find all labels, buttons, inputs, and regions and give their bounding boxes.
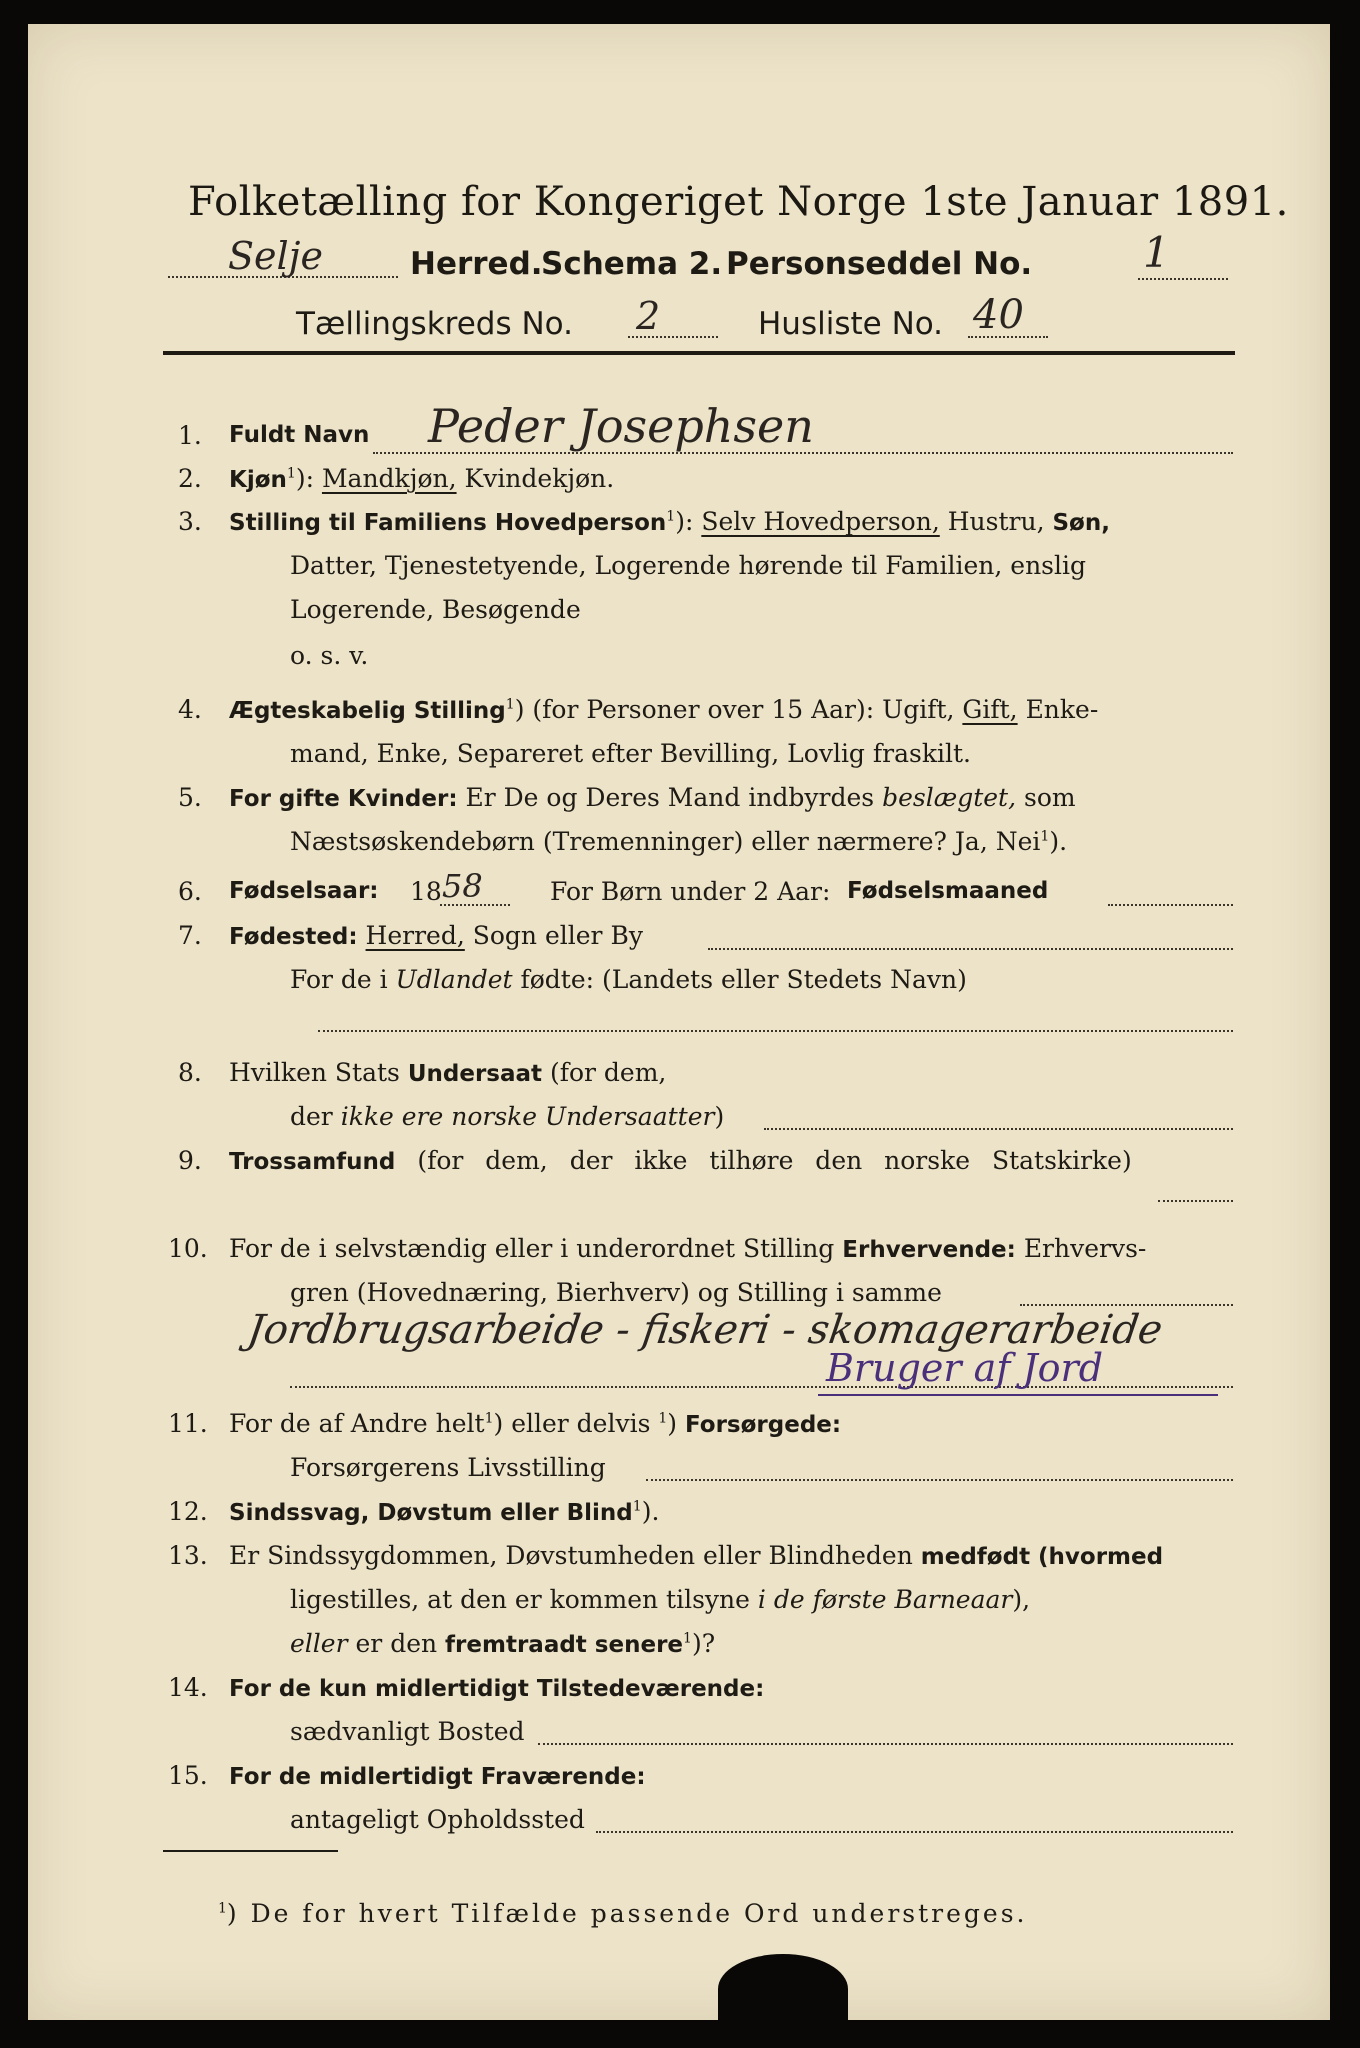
q7-line2-pre: For de i [290,965,388,994]
q8-line2-pre: der [290,1102,333,1131]
q15-dotted-line [596,1831,1233,1833]
q2-label: Kjøn [229,467,287,493]
q9-label: Trossamfund [229,1149,396,1175]
q7-label: Fødested: [229,924,358,950]
q14-number: 14. [168,1673,208,1702]
q10-line2: gren (Hovednæring, Bierhverv) og Stilling i samme [290,1278,942,1307]
q10-line1 [229,1234,1146,1263]
q4-number: 4. [178,695,202,724]
q6-mid: For Børn under 2 Aar: [550,877,831,906]
q11-line2: Forsørgerens Livsstilling [290,1453,606,1482]
q4-line2: mand, Enke, Separeret efter Bevilling, Lovlig fraskilt. [290,739,971,768]
q12-number: 12. [168,1497,208,1526]
q4-option-enke: Enke- [1025,695,1099,724]
q13-number: 13. [168,1541,208,1570]
q13-line3-pre: er den [355,1629,438,1658]
q10-label: Erhvervende: [842,1237,1016,1263]
q14-pre: For de kun [229,1676,368,1702]
q3-sup: 1 [666,508,676,525]
q12-line [229,1497,659,1526]
husliste-number: 40 [973,292,1024,338]
q1-name-handwritten: Peder Josephsen [428,399,814,453]
q7-line2-post: fødte: (Landets eller Stedets Navn) [520,965,967,994]
q8-dotted-line [764,1128,1233,1130]
q14-line1 [229,1673,764,1702]
q10-occupation-handwritten: Jordbrugsarbeide - fiskeri - skomagerarbeide [244,1307,1166,1353]
q11-line1: For de af Andre helt$^1$) eller delvis $^1$) Forsørgede: [229,1409,842,1438]
q3-line1 [229,507,1110,536]
q3-label: Stilling til Familiens Hovedperson [229,510,667,536]
footnote [218,1899,1027,1928]
q13-line3-end: )? [691,1629,716,1658]
q4-pre: ) (for Personer over 15 Aar): Ugift, [514,695,955,724]
personseddel-number: 1 [1143,228,1170,277]
q5-line2-end: ). [1049,827,1068,856]
q8-post: (for dem, [549,1058,667,1087]
q2-option-mandkjon-selected: Mandkjøn, [321,464,457,493]
q7-line2-em: Udlandet [395,965,513,994]
q13-line1-post: (hvormed [1038,1544,1164,1570]
q8-pre: Hvilken Stats [229,1058,400,1087]
q2-line [229,464,614,493]
husliste-label: Husliste No. [758,306,944,342]
q3-colon: ): [675,507,694,536]
q15-label: midlertidigt Fraværende: [318,1764,646,1790]
q12-sup: 1 [632,1498,642,1515]
q13-sup: 1 [683,1630,692,1647]
q10-tail: Erhvervs- [1023,1234,1147,1263]
q5-label-for: For [229,786,271,812]
q8-line1 [229,1058,666,1087]
q3-option-selected: Selv Hovedperson, [701,507,940,536]
q10-occupation2-handwritten: Bruger af Jord [826,1346,1104,1390]
q3-line4: o. s. v. [290,641,369,670]
q13-line1-pre: Er Sindssygdommen, Døvstumheden eller Blindheden [229,1541,913,1570]
q10-violet-underline [818,1394,1218,1396]
q8-line2-post: ) [714,1102,725,1131]
q4-option-gift-selected: Gift, [962,695,1018,724]
q7-option-herred-selected: Herred, [365,921,465,950]
q5-em: beslægtet, [882,783,1017,812]
personseddel-label: Personseddel No. [726,246,1033,282]
form-title: Folketælling for Kongeriget Norge 1ste Januar 1891. [188,179,1289,225]
q11-number: 11. [168,1409,208,1438]
q12-end: ). [641,1497,660,1526]
kreds-label: Tællingskreds No. [296,306,573,342]
q8-label: Undersaat [407,1061,543,1087]
q10-dotted-line [1020,1304,1233,1306]
q7-dotted-line [708,948,1233,950]
q14-dotted-line [538,1743,1233,1745]
q5-number: 5. [178,783,202,812]
q2-sup: 1 [286,465,296,482]
q2-option-kvindekjon: Kvindekjøn. [464,464,615,493]
q5-line2 [290,827,1067,856]
q11-label: Forsørgede: [685,1412,842,1438]
q4-sup: 1 [505,696,515,713]
q12-label: Sindssvag, Døvstum eller Blind [229,1500,633,1526]
q4-line1 [229,695,1098,724]
torn-edge-blot [718,1954,848,2024]
q13-line1-bold: medfødt [920,1544,1031,1570]
q7-number: 7. [178,921,202,950]
footnote-rule [163,1850,338,1852]
q8-line2 [290,1102,724,1131]
q13-line3-em: eller [290,1629,348,1658]
q15-number: 15. [168,1761,208,1790]
schema-label: Schema 2. [541,246,723,282]
kreds-number: 2 [636,294,661,338]
footnote-text: ) De for hvert Tilfælde passende Ord understreges. [226,1899,1028,1928]
q14-line2: sædvanligt Bosted [290,1717,525,1746]
census-form-sheet [28,24,1330,2020]
q3-number: 3. [178,507,202,536]
q9-line [229,1146,1132,1175]
q8-line2-em: ikke ere norske Undersaatter [340,1102,715,1131]
q15-pre: For de [229,1764,311,1790]
q13-line2-em: i de første Barneaar [757,1585,1013,1614]
q11-mid: ) eller delvis [493,1409,651,1438]
q8-number: 8. [178,1058,202,1087]
q4-label: Ægteskabelig Stilling [229,698,506,724]
q2-colon: ): [295,464,314,493]
husliste-dotted-line [968,336,1048,338]
q13-line3-bold: fremtraadt senere [445,1632,684,1658]
q7-dotted-line2 [318,1030,1233,1032]
q1-dotted-line [373,452,1233,454]
q11-pre: For de af Andre helt [229,1409,485,1438]
q5-label: gifte Kvinder: [278,786,458,812]
q2-number: 2. [178,464,202,493]
q13-line1 [229,1541,1163,1570]
q11-sup1: 1 [484,1410,494,1427]
q3-option-hustru: Hustru, [947,507,1045,536]
q13-line2-post: ), [1012,1585,1031,1614]
q3-option-son: Søn, [1052,510,1110,536]
q13-line3 [290,1629,715,1658]
q15-line2: antageligt Opholdssted [290,1805,585,1834]
q5-text: Er De og Deres Mand indbyrdes [465,783,875,812]
footnote-sup: 1 [218,1900,227,1917]
q7-line2 [290,965,967,994]
q13-line2 [290,1585,1030,1614]
kreds-dotted-line [628,336,718,338]
q11-sup2: 1 [658,1410,668,1427]
q11-dotted-line [646,1479,1233,1481]
q6-label2: Fødselsmaaned [847,878,1049,904]
personseddel-dotted-line [1138,278,1228,280]
q14-label: midlertidigt Tilstedeværende: [375,1676,765,1702]
q6-year-dotted [440,904,510,906]
q1-number: 1. [178,421,202,450]
q15-line1 [229,1761,646,1790]
q5-sup: 1 [1040,828,1050,845]
q9-dotted-line [1158,1200,1233,1202]
q10-number: 10. [168,1234,208,1263]
q6-year-handwritten: 58 [442,867,483,905]
q9-number: 9. [178,1146,202,1175]
q13-line2-pre: ligestilles, at den er kommen tilsyne [290,1585,750,1614]
q6-year-prefix: 18 [410,877,442,906]
q3-line3: Logerende, Besøgende [290,595,581,624]
q6-label: Fødselsaar: [229,878,379,904]
q1-label: Fuldt Navn [229,422,370,448]
q6-number: 6. [178,877,202,906]
q6-dotted-line [1108,904,1233,906]
q3-line2: Datter, Tjenestetyende, Logerende hørende til Familien, enslig [290,551,1087,580]
herred-label: Herred. [410,246,543,282]
q5-tail: som [1024,783,1076,812]
herred-handwritten: Selje [228,234,323,278]
q9-text: (for dem, der ikke tilhøre den norske Statskirke) [417,1146,1132,1175]
q7-rest: Sogn eller By [472,921,643,950]
q5-line1 [229,783,1076,812]
q10-pre: For de i selvstændig eller i underordnet Stilling [229,1234,835,1263]
header-rule [163,351,1235,355]
q5-line2-text: Næstsøskendebørn (Tremenninger) eller nærmere? Ja, Nei [290,827,1041,856]
q7-line1 [229,921,643,950]
